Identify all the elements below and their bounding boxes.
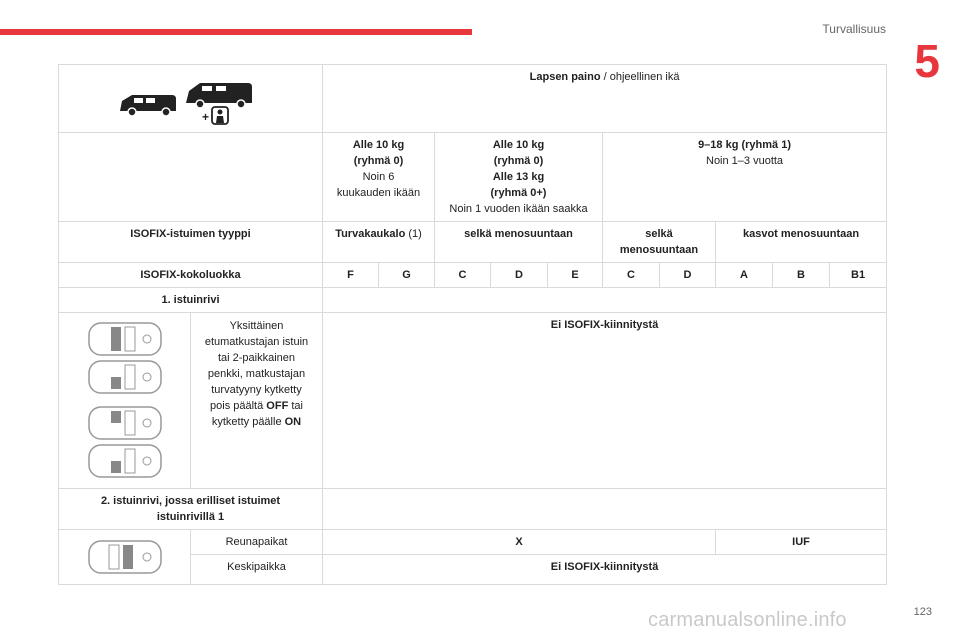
row2-title-row [59,489,887,530]
row2-title-line1: 2. istuinrivi, jossa erilliset istuimet [100,495,281,507]
outer-seats-row [59,530,887,555]
group-0plus-name-a: (ryhmä 0) [493,155,544,167]
seat-diagram-icon [89,407,161,439]
child-seat-icon [202,107,228,124]
chapter-number: 5 [914,35,940,87]
row1-seat-diagrams [59,313,191,489]
size-class-label: ISOFIX-kokoluokka [59,263,323,288]
size-class-cell: E [548,263,603,288]
group-0-weight: Alle 10 kg [352,139,405,151]
child-age-label: / ohjeellinen ikä [600,71,680,83]
size-class-cell: A [716,263,773,288]
row1-title-empty [323,288,887,313]
row1-description [191,313,323,489]
group-0plus-cell [435,133,603,222]
page-number: 123 [913,606,932,618]
size-class-cell: C [603,263,660,288]
child-weight-header [323,65,887,133]
row1-desc-line: tai 2-paikkainen [217,352,296,364]
group-1-cell [603,133,887,222]
size-class-cell: B1 [830,263,887,288]
center-seat-value: Ei ISOFIX-kiinnitystä [323,555,887,585]
group-0-age-line1: Noin 6 [362,171,395,183]
vehicle-icons-cell [59,65,323,133]
front-seat-diagrams [85,319,165,481]
row1-detail-row [59,313,887,489]
carrycot-label: Turvakaukalo [335,228,406,240]
seat-diagram-icon [89,361,161,393]
row1-title-row [59,288,887,313]
rear-seat-diagram [85,539,165,575]
groups-row [59,133,887,222]
row2-seat-diagram-cell [59,530,191,585]
group-1-weight: 9–18 kg (ryhmä 1) [698,139,791,151]
size-class-cell: D [660,263,716,288]
group-0-name: (ryhmä 0) [353,155,404,167]
van-icon-large [186,83,252,108]
seat-type-rear-facing-2 [603,222,716,263]
airbag-off-label: OFF [266,400,289,412]
svg-text:+: + [201,109,209,124]
van-icons [116,73,266,125]
seat-type-label: ISOFIX-istuimen tyyppi [59,222,323,263]
center-seat-label: Keskipaikka [191,555,323,585]
groups-empty-cell [59,133,323,222]
size-class-cell: B [773,263,830,288]
group-0plus-name-b: (ryhmä 0+) [490,187,547,199]
seat-type-forward-facing: kasvot menosuuntaan [716,222,887,263]
row1-value: Ei ISOFIX-kiinnitystä [323,313,887,489]
group-0plus-weight-a: Alle 10 kg [492,139,545,151]
row1-title: 1. istuinrivi [59,288,323,313]
van-icon-small [120,95,176,116]
seat-diagram-icon [89,445,161,477]
row1-desc-line: penkki, matkustajan [207,368,306,380]
child-weight-label: Lapsen paino [529,71,601,83]
seat-diagram-icon [89,541,161,573]
size-class-cell: D [491,263,548,288]
row2-title-line2: istuinrivillä 1 [156,511,225,523]
group-0-age-line2: kuukauden ikään [336,187,421,199]
row1-desc-line [193,414,320,430]
row1-desc-line [193,398,320,414]
group-0plus-age: Noin 1 vuoden ikään saakka [449,203,588,215]
row1-on-prefix: kytketty päälle [211,416,285,428]
header-red-bar [0,29,472,35]
outer-seats-x: X [323,530,716,555]
rear-facing-2-line2: menosuuntaan [619,244,699,256]
row1-desc-text: pois päältä [210,400,264,412]
group-0-cell [323,133,435,222]
size-class-row [59,263,887,288]
row1-or-text: tai [288,400,303,412]
watermark: carmanualsonline.info [648,609,847,631]
seat-type-row [59,222,887,263]
group-1-age: Noin 1–3 vuotta [706,155,784,167]
outer-seats-label: Reunapaikat [191,530,323,555]
seat-type-rear-facing: selkä menosuuntaan [435,222,603,263]
section-title: Turvallisuus [822,22,886,36]
outer-seats-iuf: IUF [716,530,887,555]
size-class-cell: G [379,263,435,288]
size-class-cell: C [435,263,491,288]
row1-desc-line: etumatkustajan istuin [204,336,309,348]
row1-desc-line: Yksittäinen [229,320,284,332]
table-header-row [59,65,887,133]
carrycot-note: (1) [405,228,422,240]
row1-desc-line: turvatyyny kytketty [211,384,302,396]
seat-type-carrycot [323,222,435,263]
size-class-cell: F [323,263,379,288]
airbag-on-label: ON [284,416,302,428]
isofix-table [58,64,887,585]
seat-diagram-icon [89,323,161,355]
group-0plus-weight-b: Alle 13 kg [492,171,545,183]
row2-title [59,489,323,530]
rear-facing-2-line1: selkä [645,228,673,240]
row2-title-empty [323,489,887,530]
